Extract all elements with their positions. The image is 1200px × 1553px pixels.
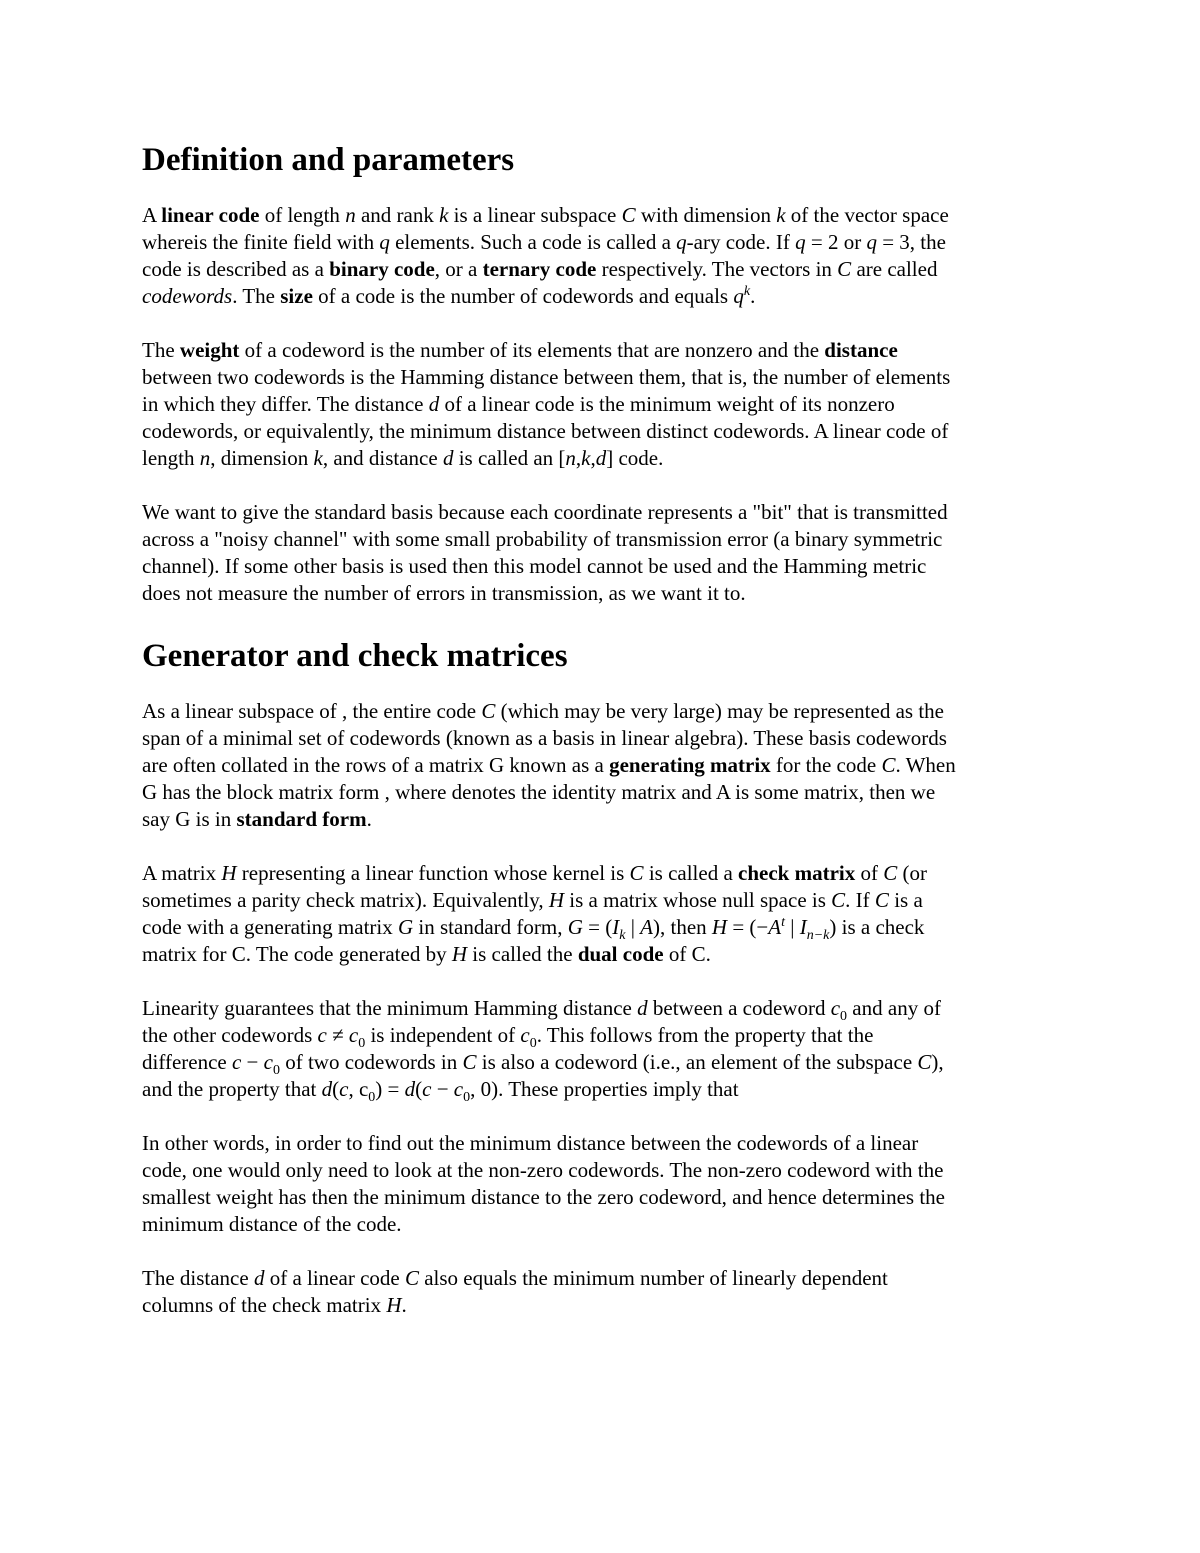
text-line: smallest weight has then the minimum distance to the zero codeword, and hence determines the (142, 1185, 946, 1209)
paragraph-generating-matrix (142, 698, 1087, 833)
text-line: code, one would only need to look at the non-zero codewords. The non-zero codeword with the (142, 1158, 944, 1182)
text-line: between two codewords is the Hamming distance between them, that is, the number of elements (142, 365, 951, 389)
text-line: A matrix H representing a linear function whose kernel is C is called a check matrix of C (or (142, 861, 928, 885)
text-line: are often collated in the rows of a matrix G known as a generating matrix for the code C. When (142, 753, 956, 777)
text-line: columns of the check matrix H. (142, 1293, 407, 1317)
text-line: We want to give the standard basis because each coordinate represents a "bit" that is transmitted (142, 500, 948, 524)
paragraph-check-matrix (142, 860, 1087, 968)
text-line: codewords, or equivalently, the minimum distance between distinct codewords. A linear code of (142, 419, 949, 443)
text-line: does not measure the number of errors in transmission, as we want it to. (142, 581, 746, 605)
paragraph-linear-code-definition (142, 202, 1087, 310)
text-line: and the property that d(c, $c_0) = d(c - c_0$, 0). These properties imply that (142, 1077, 739, 1106)
paragraph-weight-and-distance (142, 337, 1087, 472)
text-line: The distance d of a linear code C also equals the minimum number of linearly dependent (142, 1266, 888, 1290)
text-line: In other words, in order to find out the minimum distance between the codewords of a linear (142, 1131, 919, 1155)
paragraph-check-matrix-columns (142, 1265, 1087, 1319)
heading-generator-and-check-matrices: Generator and check matrices (142, 638, 568, 674)
text-line: channel). If some other basis is used then this model cannot be used and the Hamming metric (142, 554, 927, 578)
paragraph-standard-basis (142, 499, 1087, 607)
text-line: codewords. The size of a code is the number of codewords and equals $q^k$. (142, 284, 756, 308)
text-line: the other codewords $c \ne c_0$ is independent of $c_0$. This follows from the property that the (142, 1023, 874, 1052)
text-line: length n, dimension k, and distance d is called an [n,k,d] code. (142, 446, 664, 470)
text-line: sometimes a parity check matrix). Equivalently, H is a matrix whose null space is C. If C is a (142, 888, 923, 912)
text-line: A linear code of length n and rank k is a linear subspace C with dimension k of the vector space (142, 203, 949, 227)
text-line: whereis the finite field with q elements. Such a code is called a q-ary code. If q = 2 or q = 3, the (142, 230, 946, 254)
text-line: across a "noisy channel" with some small probability of transmission error (a binary symmetric (142, 527, 943, 551)
document-page (142, 138, 1087, 1346)
text-line: The weight of a codeword is the number of its elements that are nonzero and the distance (142, 338, 898, 362)
paragraph-minimum-distance (142, 1130, 1087, 1238)
text-line: As a linear subspace of , the entire code C (which may be very large) may be represented as the (142, 699, 944, 723)
text-line: G has the block matrix form , where denotes the identity matrix and A is some matrix, then we (142, 780, 936, 804)
text-line: code is described as a binary code, or a ternary code respectively. The vectors in C are called (142, 257, 938, 281)
text-line: difference $c - c_0$ of two codewords in C is also a codeword (i.e., an element of the subspace C), (142, 1050, 944, 1079)
heading-definition-and-parameters: Definition and parameters (142, 142, 515, 178)
text-line: code with a generating matrix G in standard form, $G = (I_k$ | A), then $H = (-A^t$ | $I_{n-k}$) is a check (142, 915, 925, 944)
text-line: say G is in standard form. (142, 807, 372, 831)
paragraph-linearity (142, 995, 1087, 1106)
text-line: minimum distance of the code. (142, 1212, 402, 1236)
text-line: in which they differ. The distance d of a linear code is the minimum weight of its nonzero (142, 392, 895, 416)
text-line: matrix for C. The code generated by H is called the dual code of C. (142, 942, 711, 966)
text-line: span of a minimal set of codewords (known as a basis in linear algebra). These basis codewords (142, 726, 947, 750)
text-line: Linearity guarantees that the minimum Hamming distance d between a codeword $c_0$ and any of (142, 996, 941, 1025)
